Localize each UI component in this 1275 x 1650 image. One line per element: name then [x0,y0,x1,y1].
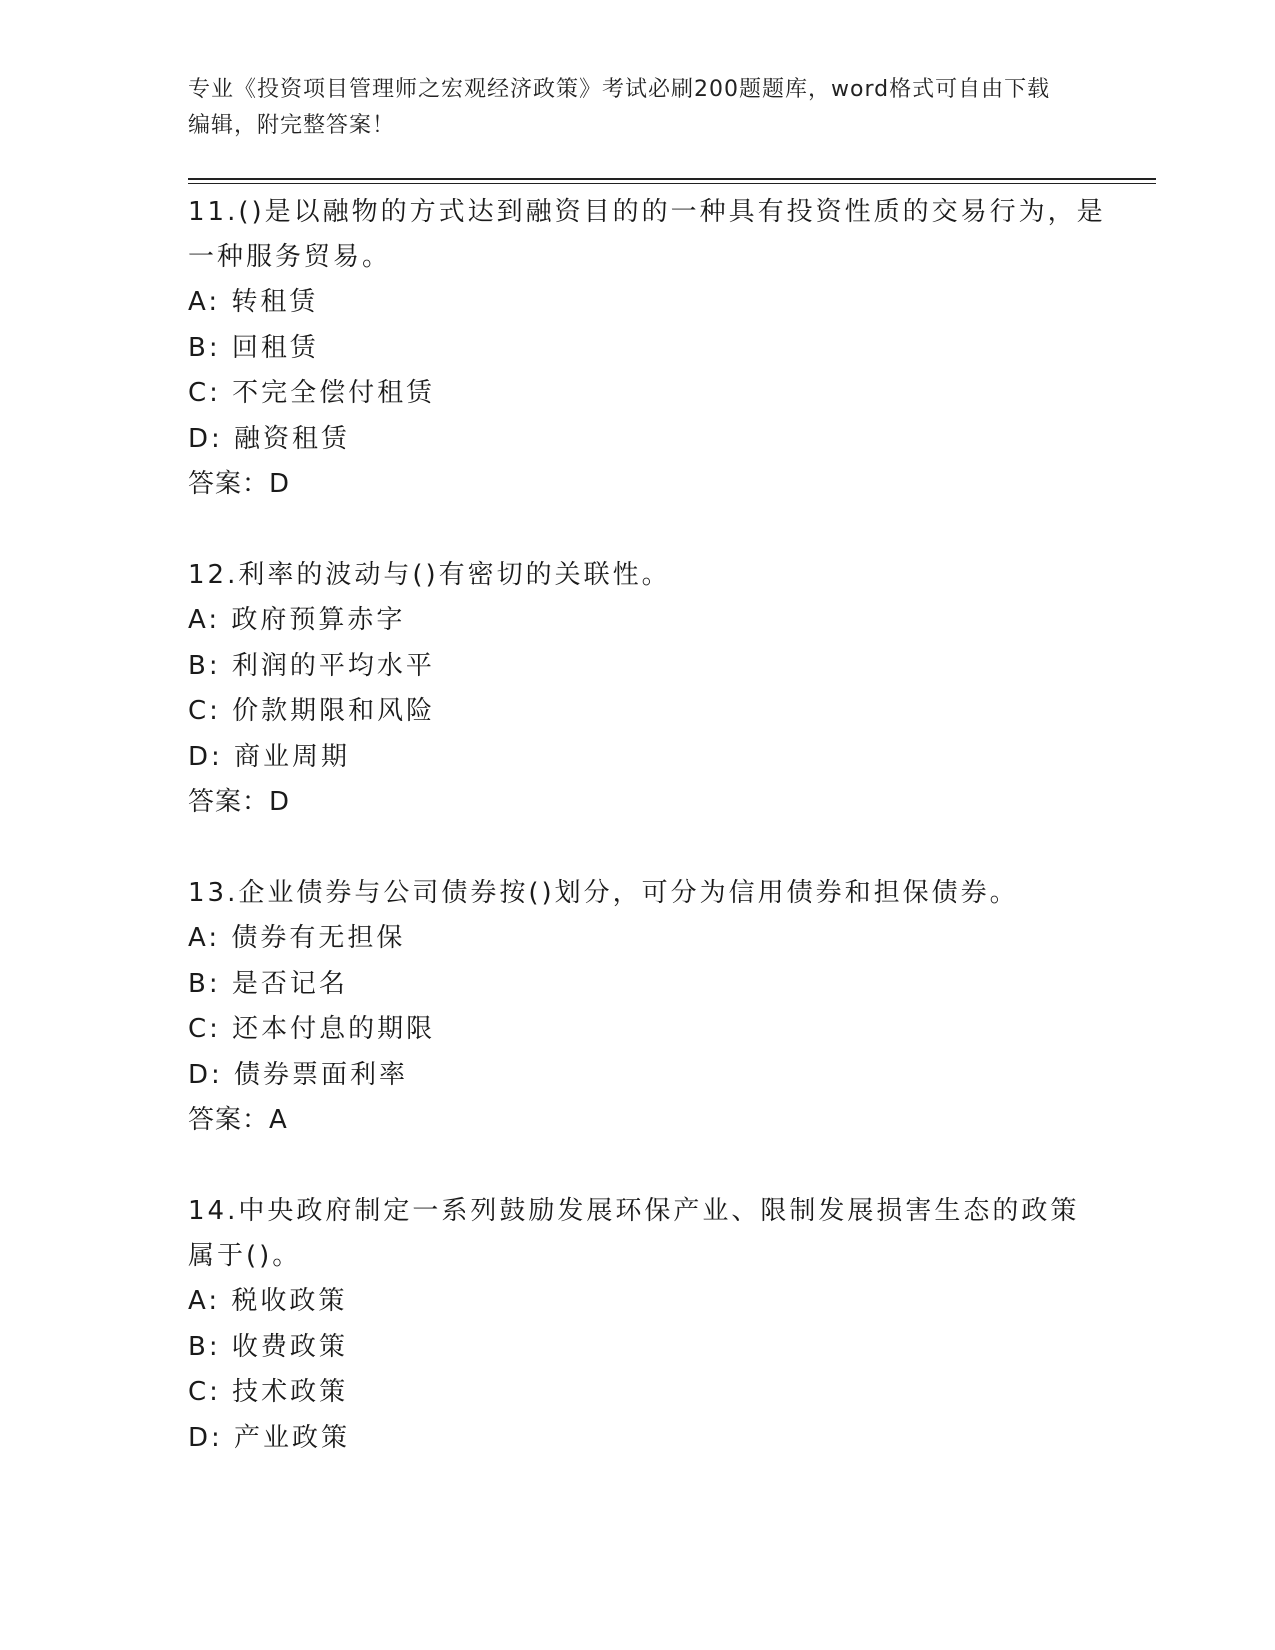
question-stem: 11.()是以融物的方式达到融资目的的一种具有投资性质的交易行为，是一种服务贸易。 [188,197,1106,272]
question-14 [188,1189,1108,1461]
question-list [188,190,1108,1507]
question-stem: 13.企业债券与公司债券按()划分，可分为信用债券和担保债券。 [188,878,1019,908]
answer: 答案：A [188,1105,288,1135]
header-divider-thick [188,178,1156,180]
answer: 答案：D [188,787,291,817]
option-c: C: 还本付息的期限 [188,1014,436,1044]
question-12 [188,553,1108,825]
option-a: A: 债券有无担保 [188,923,406,953]
option-b: B: 利润的平均水平 [188,650,435,681]
option-a: A: 政府预算赤字 [188,605,406,635]
option-c: C: 技术政策 [188,1377,349,1407]
option-b: B: 收费政策 [188,1331,348,1362]
option-d: D: 产业政策 [188,1422,351,1453]
option-a: A: 税收政策 [188,1286,348,1316]
option-a: A: 转租赁 [188,287,319,317]
answer: 答案：D [188,469,291,499]
option-b: B: 是否记名 [188,968,348,999]
question-11 [188,190,1108,507]
option-c: C: 不完全偿付租赁 [188,378,436,408]
option-d: D: 债券票面利率 [188,1059,409,1090]
question-stem: 14.中央政府制定一系列鼓励发展环保产业、限制发展损害生态的政策属于()。 [188,1196,1080,1271]
question-13 [188,871,1108,1143]
option-d: D: 商业周期 [188,741,351,772]
header-divider-thin [188,183,1156,184]
option-d: D: 融资租赁 [188,423,351,454]
document-header: 专业《投资项目管理师之宏观经济政策》考试必刷200题题库，word格式可自由下载编辑，附完整答案！ [188,77,1051,138]
question-stem: 12.利率的波动与()有密切的关联性。 [188,560,671,590]
option-c: C: 价款期限和风险 [188,696,436,726]
option-b: B: 回租赁 [188,332,319,363]
